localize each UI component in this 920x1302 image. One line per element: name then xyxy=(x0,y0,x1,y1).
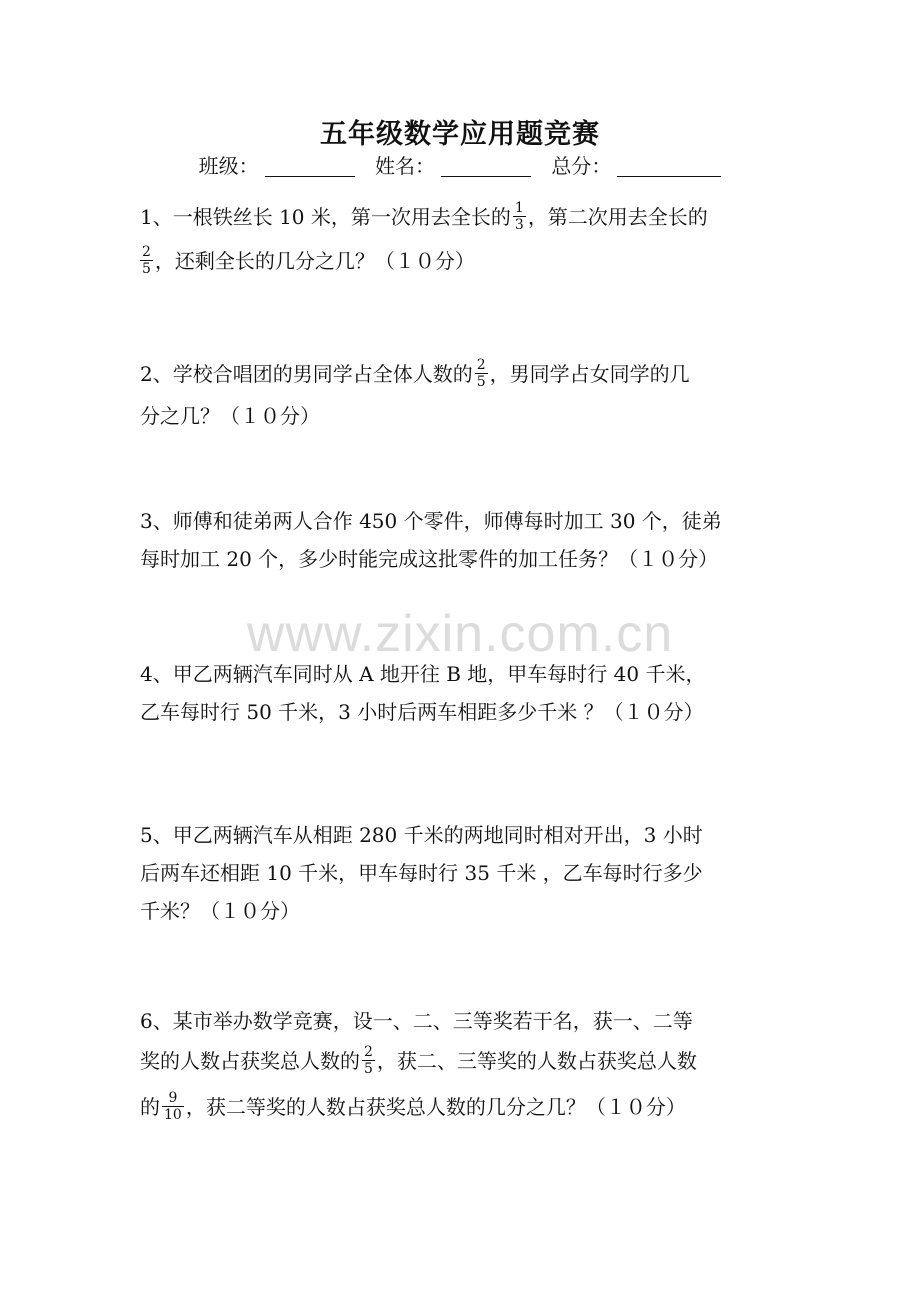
question-4-line-2: 乙车每时行 50 千米，3 小时后两车相距多少千米 ？（１０分） xyxy=(140,700,704,724)
fraction-1-3 xyxy=(513,200,526,233)
question-2 xyxy=(140,355,790,435)
fraction-numerator: 2 xyxy=(364,1044,373,1060)
question-5-line-1: 5、甲乙两辆汽车从相距 280 千米的两地同时相对开出，3 小时 xyxy=(140,823,703,847)
question-1-text-b: ，第二次用去全长的 xyxy=(527,205,708,229)
watermark: www.zixin.com.cn xyxy=(246,605,674,663)
question-5-line-3: 千米？（１０分） xyxy=(140,899,300,923)
fraction-numerator: 2 xyxy=(142,244,151,260)
question-2-text-b: ，男同学占女同学的几 xyxy=(489,362,690,386)
fraction-numerator: 9 xyxy=(162,1090,184,1107)
question-5-line-2: 后两车还相距 10 千米，甲车每时行 35 千米 ，乙车每时行多少 xyxy=(140,861,703,885)
question-6-text-a: 奖的人数占获奖总人数的 xyxy=(140,1049,360,1073)
page-title: 五年级数学应用题竞赛 xyxy=(320,119,600,150)
question-1-text-c: ，还剩全长的几分之几？（１０分） xyxy=(154,249,475,273)
question-4-line-1: 4、甲乙两辆汽车同时从 A 地开往 B 地，甲车每时行 40 千米， xyxy=(140,662,706,686)
question-6-text-d: ，获二等奖的人数占获奖总人数的几分之几？（１０分） xyxy=(185,1095,686,1119)
fraction-numerator: 2 xyxy=(476,357,486,373)
fraction-denominator: 10 xyxy=(164,1107,182,1123)
fraction-2-5 xyxy=(362,1044,375,1077)
question-5 xyxy=(140,816,790,930)
score-blank xyxy=(617,156,721,177)
fraction-2-5 xyxy=(475,357,488,390)
question-3 xyxy=(140,502,790,578)
question-3-line-1: 3、师傅和徒弟两人合作 450 个零件，师傅每时加工 30 个，徒弟 xyxy=(140,509,722,533)
class-blank xyxy=(265,156,355,177)
question-2-line-1 xyxy=(140,355,790,393)
question-1-line-2 xyxy=(140,242,790,280)
name-blank xyxy=(441,156,531,177)
name-label: 姓名： xyxy=(375,154,435,178)
fraction-denominator: 5 xyxy=(364,1061,373,1077)
fraction-denominator: 3 xyxy=(514,217,524,233)
question-4 xyxy=(140,655,790,731)
question-6-text-b: ，获二、三等奖的人数占获奖总人数 xyxy=(376,1049,697,1073)
question-6-line-2 xyxy=(140,1042,790,1080)
class-label: 班级： xyxy=(198,154,259,178)
question-2-text-c: 分之几？（１０分） xyxy=(140,404,320,428)
question-3-line-2: 每时加工 20 个，多少时能完成这批零件的加工任务？（１０分） xyxy=(140,547,719,571)
fraction-numerator: 1 xyxy=(514,200,524,216)
question-1-text-a: 1、一根铁丝长 10 米，第一次用去全长的 xyxy=(140,205,511,229)
question-1-line-1 xyxy=(140,198,790,236)
question-2-text-a: 2、学校合唱团的男同学占全体人数的 xyxy=(140,362,473,386)
question-6 xyxy=(140,1002,790,1126)
question-6-line-1: 6、某市举办数学竞赛，设一、二、三等奖若干名，获一、二等 xyxy=(140,1009,693,1033)
question-2-line-2 xyxy=(140,397,790,435)
question-1 xyxy=(140,198,790,280)
score-label: 总分： xyxy=(551,154,612,178)
fraction-denominator: 5 xyxy=(142,261,151,277)
fraction-9-10 xyxy=(162,1090,184,1123)
student-info-line xyxy=(0,150,920,179)
question-6-line-3 xyxy=(140,1088,790,1126)
fraction-denominator: 5 xyxy=(476,374,486,390)
question-6-text-c: 的 xyxy=(140,1095,160,1119)
fraction-2-5 xyxy=(140,244,153,277)
